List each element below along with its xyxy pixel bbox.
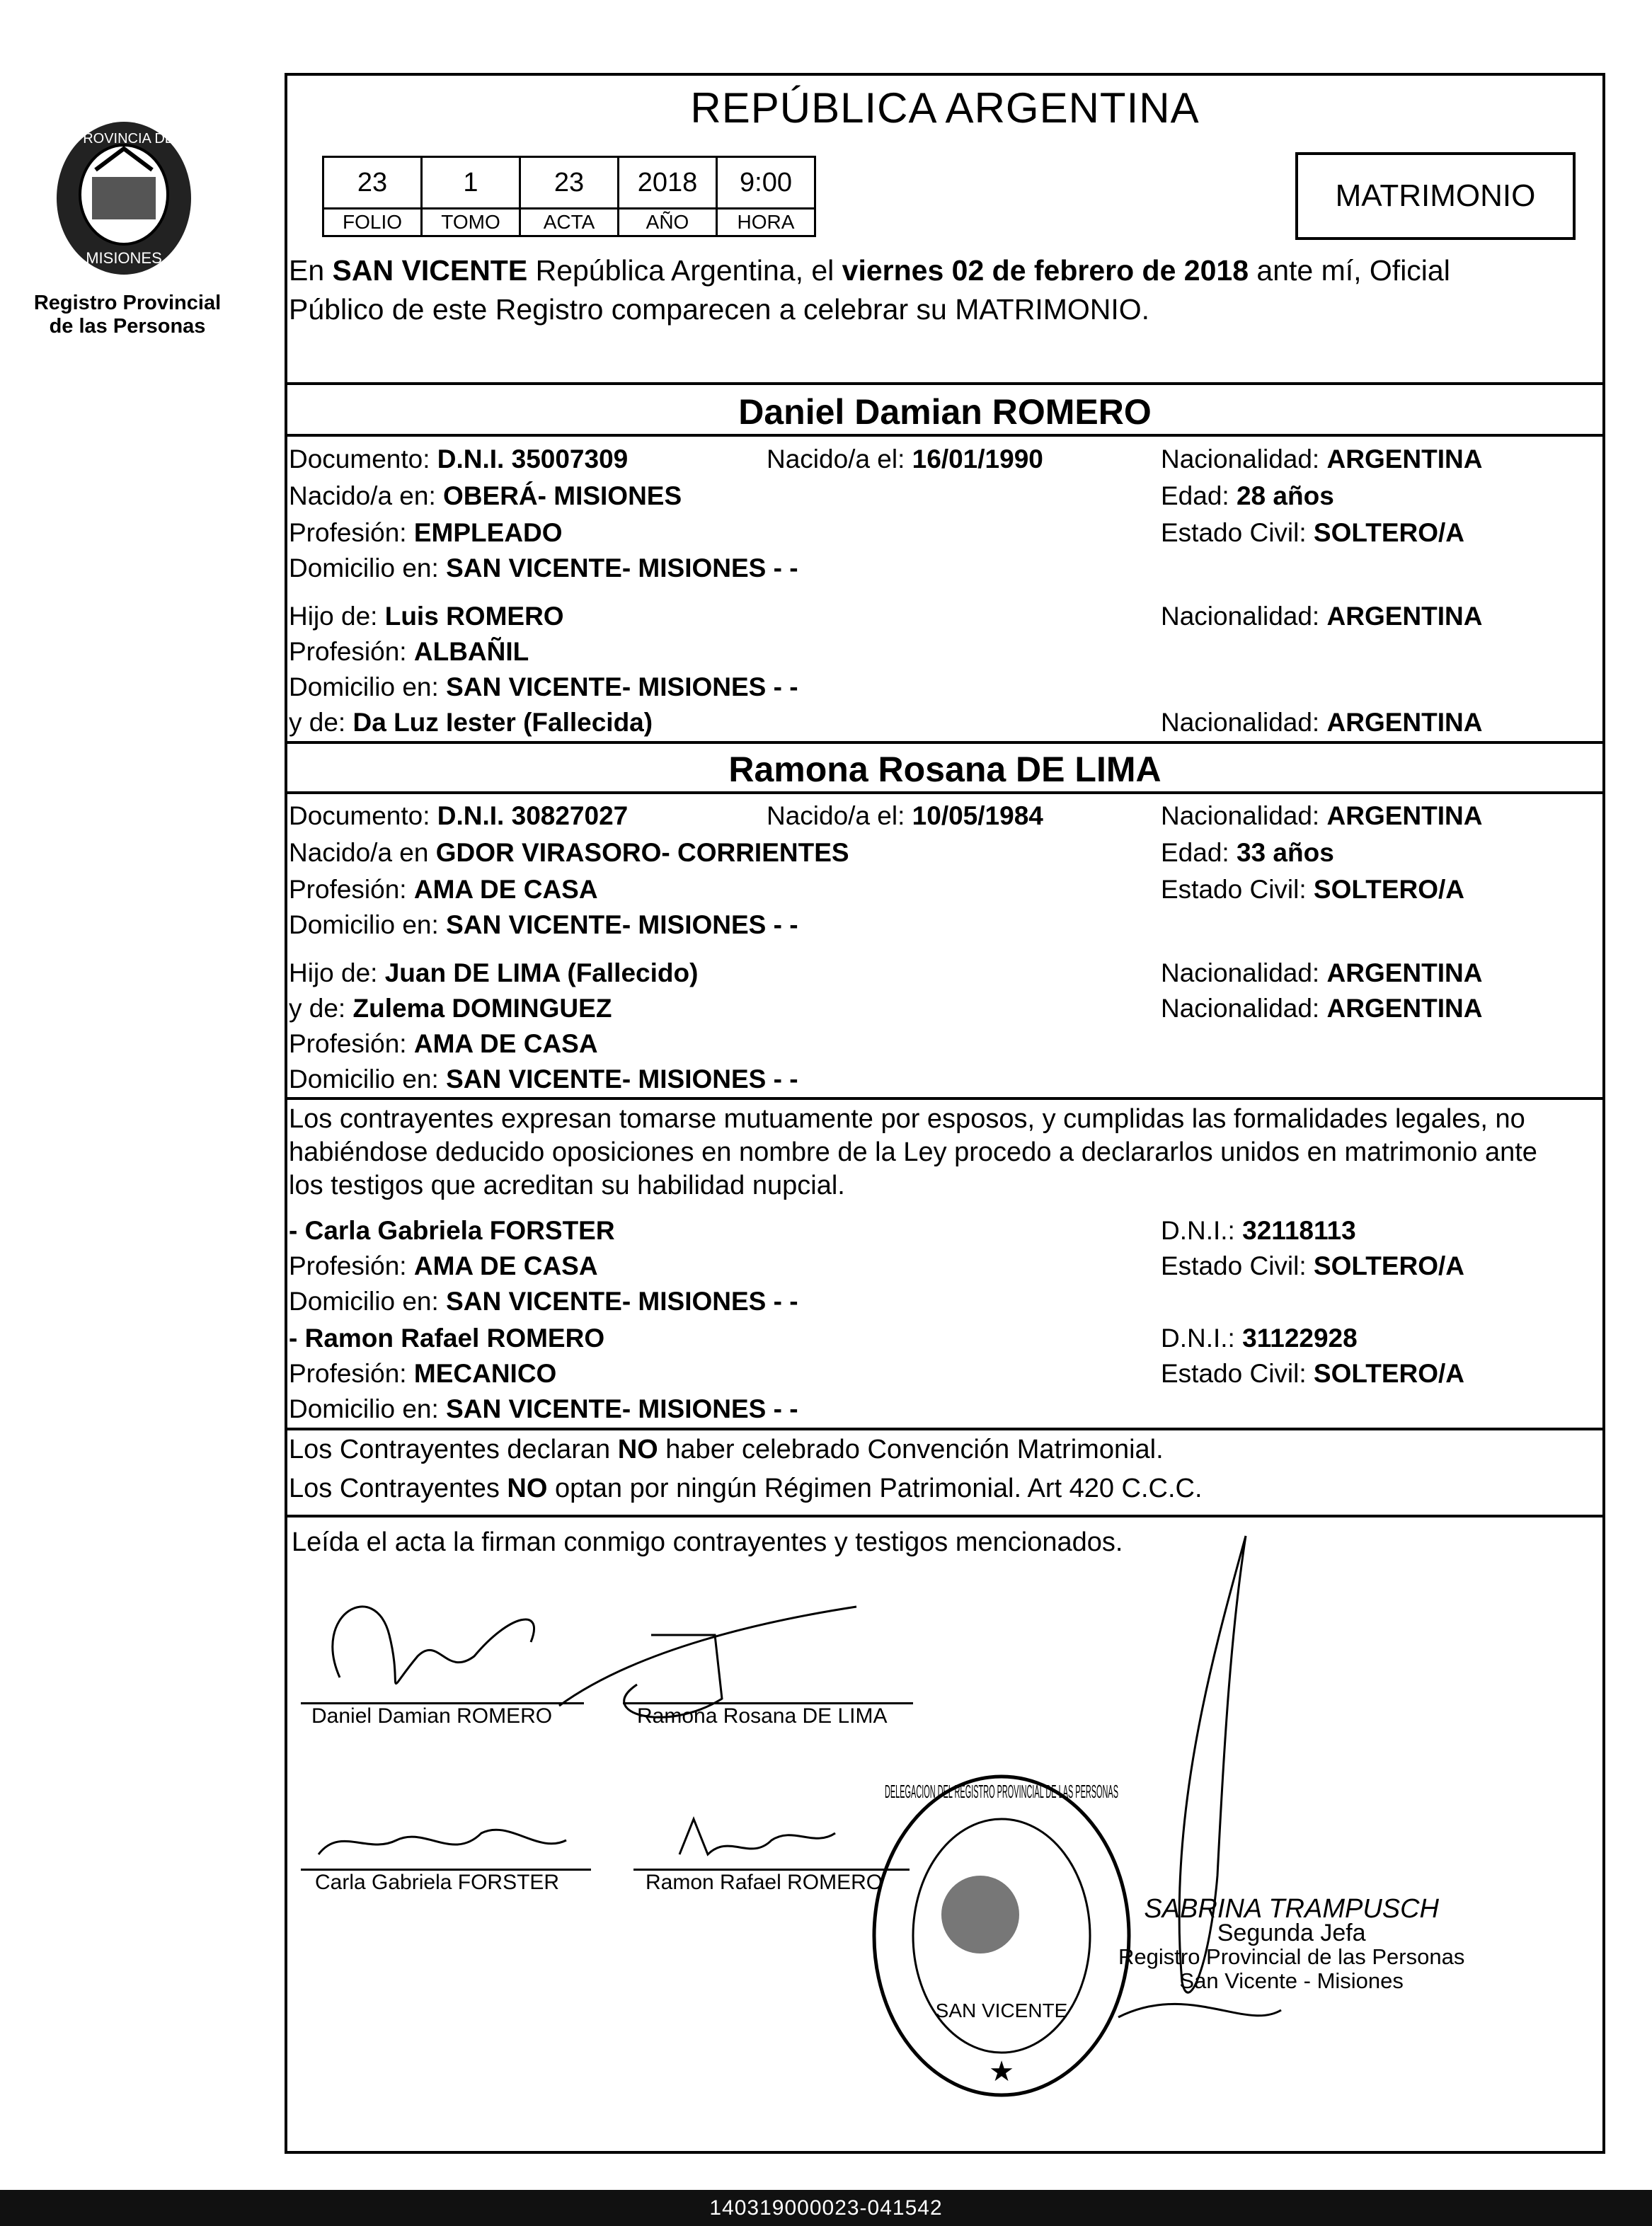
province-seal-logo xyxy=(39,113,209,290)
spouse1-nationality: Nacionalidad: ARGENTINA xyxy=(1161,444,1483,474)
spouse2-mother-address: Domicilio en: SAN VICENTE- MISIONES - - xyxy=(289,1065,798,1094)
signature-label-witness1: Carla Gabriela FORSTER xyxy=(315,1871,560,1894)
spouse2-father: Hijo de: Juan DE LIMA (Fallecido) xyxy=(289,958,699,987)
spouse2-mother-profession: Profesión: AMA DE CASA xyxy=(289,1029,598,1058)
declaration-text: Los contrayentes expresan tomarse mutuamente por esposos, y cumplidas las formalidades legales, no habiéndose deducido oposiciones en nombre de la Ley procedo a declararlos unidos en matrimonio ante los testigos que acreditan su habilidad nupcial. xyxy=(289,1104,1537,1200)
spouse1-birthplace: Nacido/a en: OBERÁ- MISIONES xyxy=(289,481,682,510)
spouse2-profession: Profesión: AMA DE CASA xyxy=(289,875,598,904)
witness1-profession: Profesión: AMA DE CASA xyxy=(289,1251,598,1280)
logo-arc-bottom: MISIONES xyxy=(86,249,162,267)
intro-line2: Público de este Registro comparecen a celebrar su MATRIMONIO. xyxy=(289,293,1150,326)
signature-label-spouse2: Ramona Rosana DE LIMA xyxy=(637,1704,888,1728)
official-role: Segunda Jefa xyxy=(1217,1920,1366,1946)
spouse2-father-nationality: Nacionalidad: ARGENTINA xyxy=(1161,958,1483,987)
spouse1-age: Edad: 28 años xyxy=(1161,481,1334,510)
spouse1-address: Domicilio en: SAN VICENTE- MISIONES - - xyxy=(289,553,798,583)
intro-place: SAN VICENTE xyxy=(332,254,528,287)
witness1-marital-status: Estado Civil: SOLTERO/A xyxy=(1161,1251,1465,1280)
divider xyxy=(285,1428,1605,1430)
document-code-footer: 140319000023-041542 xyxy=(0,2190,1652,2226)
convention-line2: Los Contrayentes NO optan por ningún Régimen Patrimonial. Art 420 C.C.C. xyxy=(289,1474,1203,1503)
spouse2-mother: y de: Zulema DOMINGUEZ xyxy=(289,994,612,1023)
year-value: 2018 xyxy=(619,157,717,209)
divider xyxy=(285,791,1605,794)
spouse1-marital-status: Estado Civil: SOLTERO/A xyxy=(1161,518,1465,547)
divider xyxy=(285,741,1605,744)
witness1-dni: D.N.I.: 32118113 xyxy=(1161,1216,1356,1245)
spouse2-documento: Documento: D.N.I. 30827027 xyxy=(289,801,629,830)
official-block xyxy=(1118,1894,1465,1993)
folio-value: 23 xyxy=(323,157,422,209)
spouse1-documento: Documento: D.N.I. 35007309 xyxy=(289,444,629,474)
year-label: AÑO xyxy=(619,209,717,236)
spouse2-marital-status: Estado Civil: SOLTERO/A xyxy=(1161,875,1465,904)
signature-label-witness2: Ramon Rafael ROMERO xyxy=(646,1871,883,1894)
witness1-address: Domicilio en: SAN VICENTE- MISIONES - - xyxy=(289,1287,798,1316)
document-type-box: MATRIMONIO xyxy=(1295,152,1576,240)
logo-caption-line2: de las Personas xyxy=(49,315,206,338)
spouse1-profession: Profesión: EMPLEADO xyxy=(289,518,563,547)
logo-arc-top: PROVINCIA DE xyxy=(73,131,175,147)
stamp-center-text: SAN VICENTE xyxy=(935,2000,1068,2021)
spouse1-father-profession: Profesión: ALBAÑIL xyxy=(289,637,529,666)
logo-caption xyxy=(21,292,234,338)
spouse2-address: Domicilio en: SAN VICENTE- MISIONES - - xyxy=(289,910,798,939)
signature-scribble-4 xyxy=(665,1812,849,1869)
spouse1-father: Hijo de: Luis ROMERO xyxy=(289,602,564,631)
stamp-ring-text: DELEGACION DEL REGISTRO PROVINCIAL DE LAS PERSONAS xyxy=(885,1781,1118,1802)
tomo-label: TOMO xyxy=(422,209,520,236)
logo-caption-line1: Registro Provincial xyxy=(33,292,222,314)
divider xyxy=(285,382,1605,385)
divider xyxy=(285,1097,1605,1100)
spouse1-birthdate: Nacido/a el: 16/01/1990 xyxy=(767,444,1043,474)
spouse1-mother: y de: Da Luz Iester (Fallecida) xyxy=(289,708,653,737)
divider xyxy=(285,434,1605,437)
registry-table xyxy=(322,156,816,237)
official-place: San Vicente - Misiones xyxy=(1179,1968,1404,1993)
closing-text: Leída el acta la firman conmigo contrayentes y testigos mencionados. xyxy=(292,1527,1123,1557)
spouse2-birthplace: Nacido/a en GDOR VIRASORO- CORRIENTES xyxy=(289,838,849,867)
witness2-profession: Profesión: MECANICO xyxy=(289,1359,557,1388)
acta-label: ACTA xyxy=(520,209,619,236)
hour-label: HORA xyxy=(717,209,815,236)
spouse2-mother-nationality: Nacionalidad: ARGENTINA xyxy=(1161,994,1483,1023)
spouse1-mother-nationality: Nacionalidad: ARGENTINA xyxy=(1161,708,1483,737)
spouse1-name: Daniel Damian ROMERO xyxy=(738,392,1152,432)
official-stamp xyxy=(864,1769,1140,2102)
witness2-address: Domicilio en: SAN VICENTE- MISIONES - - xyxy=(289,1394,798,1423)
spouse1-father-nationality: Nacionalidad: ARGENTINA xyxy=(1161,602,1483,631)
official-org: Registro Provincial de las Personas xyxy=(1118,1944,1465,1969)
acta-value: 23 xyxy=(520,157,619,209)
witness1-name: - Carla Gabriela FORSTER xyxy=(289,1216,615,1245)
witness2-name: - Ramon Rafael ROMERO xyxy=(289,1324,605,1353)
signature-scribble-3 xyxy=(311,1812,580,1876)
witness2-dni: D.N.I.: 31122928 xyxy=(1161,1324,1358,1353)
spouse2-age: Edad: 33 años xyxy=(1161,838,1334,867)
divider xyxy=(285,1515,1605,1518)
folio-label: FOLIO xyxy=(323,209,422,236)
signature-scribble-1 xyxy=(297,1571,595,1706)
hour-value: 9:00 xyxy=(717,157,815,209)
spouse2-nationality: Nacionalidad: ARGENTINA xyxy=(1161,801,1483,830)
intro-date: viernes 02 de febrero de 2018 xyxy=(842,254,1249,287)
star-icon: ★ xyxy=(989,2055,1014,2088)
signature-label-spouse1: Daniel Damian ROMERO xyxy=(311,1704,553,1728)
witness2-marital-status: Estado Civil: SOLTERO/A xyxy=(1161,1359,1465,1388)
spouse2-birthdate: Nacido/a el: 10/05/1984 xyxy=(767,801,1043,830)
spouse2-name: Ramona Rosana DE LIMA xyxy=(728,750,1161,789)
official-name: SABRINA TRAMPUSCH xyxy=(1144,1894,1439,1924)
convention-line1: Los Contrayentes declaran NO haber celebrado Convención Matrimonial. xyxy=(289,1435,1164,1464)
document-title: REPÚBLICA ARGENTINA xyxy=(690,84,1200,132)
tomo-value: 1 xyxy=(422,157,520,209)
spouse1-father-address: Domicilio en: SAN VICENTE- MISIONES - - xyxy=(289,672,798,701)
intro-line1: En SAN VICENTE República Argentina, el viernes 02 de febrero de 2018 ante mí, Oficial xyxy=(289,254,1450,287)
